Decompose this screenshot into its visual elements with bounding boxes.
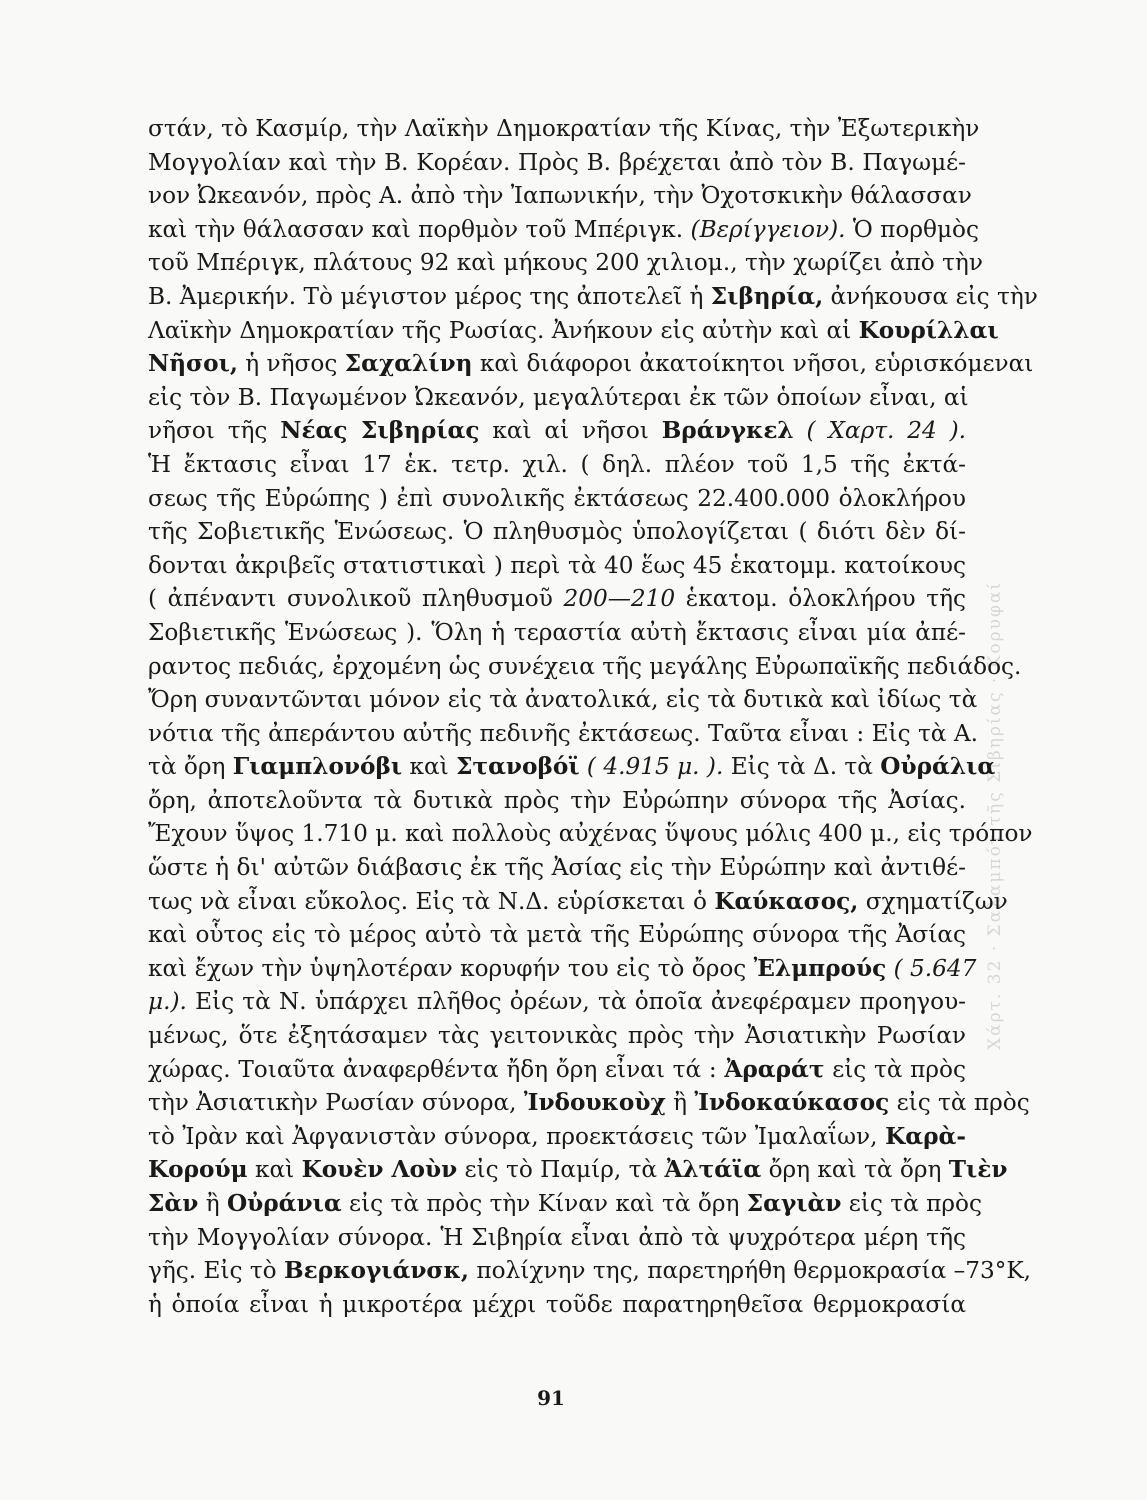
page-number: 91 (537, 1386, 565, 1410)
text-line (148, 482, 966, 516)
text-line (148, 1086, 1030, 1120)
text-run: σεως τῆς Εὐρώπης ) ἐπὶ συνολικῆς ἐκτάσεως 22.400.000 ὁλοκλήρου (148, 484, 966, 512)
text-run: εἰς τὸν Β. Παγωμένον Ὠκεανόν, μεγαλύτεραι ἐκ τῶν ὁποίων εἶναι, αἱ (148, 383, 969, 411)
text-run: δονται ἀκριβεῖς στατιστικαὶ ) περὶ τὰ 40 ἕως 45 ἑκατομμ. κατοίκους (148, 551, 966, 579)
text-line (148, 851, 966, 885)
text-line (148, 1187, 982, 1221)
text-run: ἡ νῆσος (237, 350, 345, 378)
text-run: Ἔχουν ὕψος 1.710 μ. καὶ πολλοὺς αὐχένας ὕψους μόλις 400 μ., εἰς τρόπον (148, 820, 1033, 848)
bold-term: Ἀραράτ (724, 1055, 825, 1083)
text-run: τὴν Μογγολίαν σύνορα. Ἡ Σιβηρία εἶναι ἀπὸ τὰ ψυχρότερα μέρη τῆς (148, 1223, 966, 1251)
text-run: τῆς Σοβιετικῆς Ἑνώσεως. Ὁ πληθυσμὸς ὑπολογίζεται ( διότι δὲν δί- (148, 518, 966, 546)
bold-term: Ἀλτάϊα (664, 1156, 762, 1184)
text-line (148, 918, 966, 952)
bold-term: Καρὰ- (885, 1122, 966, 1150)
text-run: νον Ὠκεανόν, πρὸς Α. ἀπὸ τὴν Ἰαπωνικήν, τὴν Ὀχοτσκικὴν θάλασσαν (148, 182, 972, 210)
text-run: καὶ τὴν θάλασσαν καὶ πορθμὸν τοῦ Μπέριγκ. (148, 215, 691, 243)
bold-term: Βράνγκελ (661, 417, 794, 445)
text-run: Β. Ἀμερικήν. Τὸ μέγιστον μέρος της ἀποτελεῖ ἡ (148, 282, 711, 310)
text-run: Σοβιετικῆς Ἑνώσεως ). Ὅλη ἡ τεραστία αὐτὴ ἔκτασις εἶναι μία ἀπέ- (148, 618, 966, 646)
text-line (148, 784, 966, 818)
bleed-through-text: Χάρτ. 32 · Σαλαμπότ τῆς Σιβηρίας · Κορυφαί (985, 580, 1005, 1050)
text-run: καὶ αἱ νῆσοι (479, 417, 662, 445)
text-run: καὶ ἔχων τὴν ὑψηλοτέραν κορυφήν του εἰς τὸ ὄρος (148, 954, 754, 982)
text-run: τως νὰ εἶναι εὔκολος. Εἰς τὰ Ν.Δ. εὑρίσκεται ὁ (148, 887, 715, 915)
text-run: νότια τῆς ἀπεράντου αὐτῆς πεδινῆς ἐκτάσεως. Ταῦτα εἶναι : Εἰς τὰ Α. (148, 719, 978, 747)
text-line (148, 213, 979, 247)
text-run: ὄρη, ἀποτελοῦντα τὰ δυτικὰ πρὸς τὴν Εὐρώπην σύνορα τῆς Ἀσίας. (148, 786, 966, 814)
text-run: νῆσοι τῆς (148, 417, 281, 445)
text-run: τοῦ Μπέριγκ, πλάτους 92 καὶ μήκους 200 χιλιομ., τὴν χωρίζει ἀπὸ τὴν (148, 249, 983, 277)
text-run: Εἰς τὰ Δ. τὰ (723, 753, 881, 781)
bold-term: Βερκογιάνσκ, (284, 1257, 469, 1285)
text-line (148, 683, 978, 717)
text-run: ( ἀπέναντι συνολικοῦ πληθυσμοῦ (148, 585, 564, 613)
text-run: στάν, τὸ Κασμίρ, τὴν Λαϊκὴν Δημοκρατίαν τῆς Κίνας, τὴν Ἐξωτερικὴν (148, 115, 980, 142)
bold-term: Ἐλμπρούς (753, 954, 887, 982)
bold-term: Κουὲν Λοὺν (301, 1156, 458, 1184)
text-run: Ὁ πορθμὸς (845, 215, 979, 243)
text-run: Μογγολίαν καὶ τὴν Β. Κορέαν. Πρὸς Β. βρέχεται ἀπὸ τὸν Β. Παγωμέ- (148, 148, 966, 176)
text-run: γῆς. Εἰς τὸ (148, 1257, 285, 1285)
text-run: εἰς τὰ πρὸς (889, 1089, 1030, 1117)
text-line (148, 112, 980, 146)
text-line (148, 885, 1008, 919)
text-line (148, 515, 966, 549)
text-line (148, 448, 966, 482)
text-run: ἀνήκουσα εἰς τὴν (823, 282, 1038, 310)
text-line (148, 582, 966, 616)
text-run: καὶ (247, 1156, 302, 1184)
text-line (148, 1153, 1008, 1187)
bold-term: Ἰνδουκοὺχ (523, 1089, 666, 1117)
text-run: Ἡ ἔκτασις εἶναι 17 ἑκ. τετρ. χιλ. ( δηλ. πλέον τοῦ 1,5 τῆς ἐκτά- (148, 450, 966, 478)
text-run: Ὄρη συναντῶνται μόνον εἰς τὰ ἀνατολικά, εἰς τὰ δυτικὰ καὶ ἰδίως τὰ (148, 686, 978, 714)
text-line (148, 549, 966, 583)
text-run: Εἰς τὰ Ν. ὑπάρχει πλῆθος ὀρέων, τὰ ὁποῖα ἀνεφέραμεν προηγου- (186, 988, 966, 1016)
text-line (148, 750, 996, 784)
text-run: εἰς τὸ Παμίρ, τὰ (457, 1156, 665, 1184)
text-run: ἢ (198, 1190, 227, 1217)
text-line (148, 347, 1034, 381)
bold-term: Ἰνδοκαύκασος (694, 1089, 890, 1117)
text-line (148, 381, 969, 415)
bold-term: Κουρίλλαι (858, 316, 999, 344)
italic-text: 200—210 (563, 585, 676, 613)
text-line (148, 817, 1033, 851)
text-line (148, 146, 966, 180)
text-line (148, 246, 983, 280)
bold-term: Σὰν (148, 1190, 199, 1217)
text-run: ἑκατομ. ὁλοκλήρου τῆς (675, 585, 966, 613)
text-line (148, 1288, 966, 1322)
bold-term: Γιαμπλονόβι (232, 753, 403, 781)
text-run: ὥστε ἡ δι' αὐτῶν διάβασις ἐκ τῆς Ἀσίας εἰς τὴν Εὐρώπην καὶ ἀντιθέ- (148, 854, 966, 882)
text-run: τὰ ὄρη (148, 753, 233, 781)
bold-term: Καύκασος, (714, 887, 859, 915)
bold-term: Οὐράνια (226, 1190, 342, 1217)
text-line (148, 616, 966, 650)
text-run: τὸ Ἰρὰν καὶ Ἀφγανιστὰν σύνορα, προεκτάσεις τῶν Ἰμαλαΐων, (148, 1122, 886, 1150)
text-line (148, 650, 1022, 684)
bold-term: Νῆσοι, (148, 350, 238, 378)
text-line (148, 717, 978, 751)
text-run: μένως, ὅτε ἐξητάσαμεν τὰς γειτονικὰς πρὸς τὴν Ἀσιατικὴν Ρωσίαν (148, 1022, 966, 1050)
text-run: εἰς τὰ πρὸς (824, 1055, 967, 1083)
text-line (148, 314, 999, 348)
bold-term: Σιβηρία, (710, 282, 824, 310)
bold-term: Σαχαλίνη (344, 350, 473, 378)
text-run: Λαϊκὴν Δημοκρατίαν τῆς Ρωσίας. Ἀνήκουν εἰς αὐτὴν καὶ αἱ (148, 316, 859, 344)
text-line (148, 414, 966, 448)
text-line (148, 1221, 966, 1255)
bold-term: Τιὲν (948, 1156, 1008, 1184)
bold-term: Κορούμ (148, 1156, 248, 1184)
text-line (148, 952, 977, 986)
text-run: καὶ οὗτος εἰς τὸ μέρος αὐτὸ τὰ μετὰ τῆς Εὐρώπης σύνορα τῆς Ἀσίας (148, 921, 966, 949)
text-line (148, 1019, 966, 1053)
italic-text: (Βερίγγειον). (690, 215, 846, 243)
bold-term: Οὐράλια (880, 753, 996, 781)
bold-term: Νέας Σιβηρίας (280, 417, 480, 445)
text-run: καὶ (402, 753, 457, 781)
italic-text: ( 4.915 μ. ). (579, 753, 724, 781)
text-run: σχηματίζων (858, 887, 1008, 915)
text-run: χώρας. Τοιαῦτα ἀναφερθέντα ἤδη ὄρη εἶναι τά : (148, 1055, 725, 1083)
bold-term: Σαγιὰν (746, 1190, 842, 1217)
text-run: καὶ διάφοροι ἀκατοίκητοι νῆσοι, εὑρισκόμεναι (472, 350, 1034, 378)
text-line (148, 1053, 966, 1087)
text-run: πολίχνην της, παρετηρήθη θερμοκρασία –73°Κ, (468, 1257, 1032, 1285)
text-line (148, 1254, 1032, 1288)
bold-term: Στανοβόϊ (456, 753, 580, 781)
text-run: εἰς τὰ πρὸς (841, 1190, 982, 1217)
text-run: ἢ (665, 1089, 695, 1117)
text-line (148, 985, 966, 1019)
text-run: ραντος πεδιάς, ἐρχομένη ὡς συνέχεια τῆς μεγάλης Εὐρωπαϊκῆς πεδιάδος. (148, 652, 1022, 680)
text-run: εἰς τὰ πρὸς τὴν Κίναν καὶ τὰ ὄρη (341, 1190, 747, 1217)
text-line (148, 179, 972, 213)
italic-text: ( Χαρτ. 24 ). (793, 417, 966, 445)
text-line (148, 280, 1038, 314)
text-line (148, 1120, 966, 1154)
text-run: ἡ ὁποία εἶναι ἡ μικροτέρα μέχρι τοῦδε παρατηρηθεῖσα θερμοκρασία (148, 1290, 966, 1318)
italic-text: μ.). (148, 988, 187, 1016)
text-run: τὴν Ἀσιατικὴν Ρωσίαν σύνορα, (148, 1089, 524, 1117)
text-run: ὄρη καὶ τὰ ὄρη (761, 1156, 949, 1184)
italic-text: ( 5.647 (886, 954, 977, 982)
